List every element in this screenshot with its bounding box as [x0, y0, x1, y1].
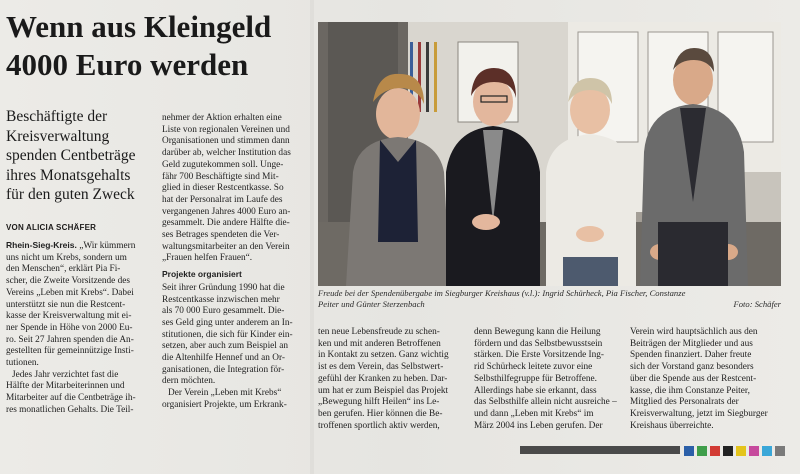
- text-line: ro. Seit 27 Jahren spenden die An-: [6, 334, 134, 345]
- text-line: [6, 240, 156, 253]
- caption-fragment: Peiter und Günter Sterzenbach: [318, 299, 425, 309]
- text-line: um hat er zum Beispiel das Projekt: [318, 385, 449, 396]
- text-line: Restcentkasse inzwischen mehr: [162, 294, 280, 305]
- text-line: Kreisverwaltung, jetzt im Siegburger: [630, 408, 768, 419]
- photo-credit: Foto: Schäfer: [733, 299, 781, 309]
- color-swatch: [710, 446, 720, 456]
- text-line: denn Bewegung kann die Heilung: [474, 327, 601, 337]
- headline-line-1: Wenn aus Kleingeld: [6, 9, 272, 44]
- subhead-line: Kreisverwaltung: [6, 127, 110, 145]
- text-line: darüber ab, welcher Institution das: [162, 148, 291, 159]
- text-line: über die Spende aus der Restcent-: [630, 373, 757, 384]
- dateline: Rhein-Sieg-Kreis.: [6, 240, 77, 250]
- text-line: vergangenen Jahres 4000 Euro an-: [162, 206, 291, 217]
- text-line: ses Geld ging unter anderem an In-: [162, 317, 293, 328]
- text-line: stärken. Die Erste Vorsitzende Ing-: [474, 350, 605, 361]
- text-line: organisiert Projekte, um Erkrank-: [162, 399, 287, 410]
- article-column-5: [630, 327, 780, 432]
- text-line: Mitarbeiter auf die Centbeträge ih-: [6, 393, 136, 404]
- text-line: Beiträgen der Mitglieder und aus: [630, 338, 753, 349]
- headline: [6, 8, 306, 84]
- subhead-line: ihres Monatsgehalts: [6, 166, 131, 184]
- text-line: „Bewegung hilft Heilen“ ins Le-: [318, 397, 440, 408]
- subheadline: [6, 107, 156, 205]
- text-line: als 70 000 Euro gesammelt. Die-: [162, 306, 285, 317]
- article-photo: [318, 22, 781, 286]
- text-line: in Kontakt zu setzen. Ganz wichtig: [318, 350, 449, 361]
- text-line: res monatlichen Gehalts. Die Teil-: [6, 404, 134, 415]
- text-line: die Altenhilfe Hennef und an Or-: [162, 353, 285, 364]
- text-line: waltungsmitarbeiter an den Verein: [162, 241, 290, 252]
- text-line: Liste von regionalen Vereinen und: [162, 124, 290, 135]
- text-line: Organisationen und stimmen dann: [162, 136, 290, 147]
- text-line: unterstützt sie nun die Restcent-: [6, 299, 126, 310]
- text-line: ses Betrages spendeten die Ver-: [162, 230, 280, 241]
- author-byline: VON ALICIA SCHÄFER: [6, 223, 97, 232]
- text-line: glied in dieser Restcentkasse. So: [162, 183, 284, 194]
- text-line: ken und mit anderen Betroffenen: [318, 338, 441, 349]
- text-fragment: „Wir kümmern: [79, 241, 136, 251]
- article-column-4: [474, 327, 624, 432]
- print-registration-bar: [520, 446, 680, 454]
- text-line: gestellten für gemeinnützige Insti-: [6, 346, 134, 357]
- text-line: Der Verein „Leben mit Krebs“: [168, 388, 282, 399]
- text-line: setzen, aber auch zum Beispiel an: [162, 341, 288, 352]
- text-line: Kreishaus überreichte.: [630, 420, 714, 431]
- article-column-3: [318, 327, 468, 432]
- color-swatch: [736, 446, 746, 456]
- print-color-swatches: [684, 446, 785, 456]
- text-line: kasse der Kreisverwaltung mit ei-: [6, 311, 132, 322]
- text-line: Geld zugutekommen soll. Unge-: [162, 159, 284, 170]
- color-swatch: [723, 446, 733, 456]
- text-line: Allerdings habe sie erkannt, dass: [474, 385, 597, 396]
- text-line: troffenen sportlich aktiv werden,: [318, 420, 440, 431]
- text-line: dern möchten.: [162, 376, 216, 387]
- text-line: Hälfte der Mitarbeiterinnen und: [6, 381, 125, 392]
- text-line: Jedes Jahr verzichtet fast die: [12, 369, 119, 380]
- color-swatch: [697, 446, 707, 456]
- article-column-2: [162, 113, 312, 412]
- text-line: den Menschen“, erklärt Pia Fi-: [6, 264, 121, 275]
- text-line: tutionen.: [6, 358, 39, 369]
- text-line: sich der Vorstand ganz besonders: [630, 362, 754, 373]
- text-line: ben gerufen. Hier können die Be-: [318, 408, 443, 419]
- text-line: Spenden finanziert. Daher freute: [630, 350, 752, 361]
- text-line: das Selbsthilfe allein nicht ausreiche –: [474, 397, 617, 408]
- subhead-line: für den guten Zweck: [6, 186, 135, 203]
- text-line: hat der Personalrat im Laufe des: [162, 194, 283, 205]
- text-line: ist es dem Verein, das Selbstwert-: [318, 362, 444, 373]
- text-line: Seit ihrer Gründung 1990 hat die: [162, 282, 285, 293]
- text-line: ten neue Lebensfreude zu schen-: [318, 327, 440, 337]
- caption-line: Freude bei der Spendenübergabe im Siegburger Kreishaus (v.l.): Ingrid Schürheck, Pia Fischer, Constanze: [318, 288, 686, 298]
- section-subtitle: Projekte organisiert: [162, 269, 242, 280]
- photo-caption: [318, 288, 781, 310]
- text-line: nehmer der Aktion erhalten eine: [162, 113, 282, 123]
- subhead-line: spenden Centbeträge: [6, 147, 136, 164]
- text-line: uns nicht um Krebs, sondern um: [6, 252, 127, 263]
- text-line: rid Schürheck leitete zuvor eine: [474, 362, 593, 373]
- article-column-1: [6, 240, 156, 417]
- text-line: fördern und das Selbstbewusstsein: [474, 338, 603, 349]
- text-line: gefühl der Kranken zu heben. Dar-: [318, 373, 448, 384]
- text-line: scher, die Zweite Vorsitzende des: [6, 276, 130, 287]
- headline-line-2: 4000 Euro werden: [6, 47, 249, 82]
- text-line: fähr 700 Beschäftigte sind Mit-: [162, 171, 279, 182]
- subhead-line: Beschäftigte der: [6, 108, 108, 125]
- text-line: gesammelt. Die andere Hälfte die-: [162, 218, 290, 229]
- color-swatch: [775, 446, 785, 456]
- text-line: Vereins „Leben mit Krebs“. Dabei: [6, 287, 134, 298]
- caption-line: [318, 299, 781, 310]
- text-line: Selbsthilfegruppe für Betroffene.: [474, 373, 597, 384]
- text-line: stitutionen, die sich für Kinder ein-: [162, 329, 293, 340]
- text-line: kasse, die ihm Constanze Peiter,: [630, 385, 750, 396]
- color-swatch: [762, 446, 772, 456]
- text-line: Verein wird hauptsächlich aus den: [630, 327, 758, 337]
- text-line: „Frauen helfen Frauen“.: [162, 253, 253, 264]
- text-line: und dann „Leben mit Krebs“ im: [474, 408, 594, 419]
- text-line: ganisationen, die Integration för-: [162, 364, 285, 375]
- text-line: ner Spende in Höhe von 2000 Eu-: [6, 322, 133, 333]
- color-swatch: [684, 446, 694, 456]
- color-swatch: [749, 446, 759, 456]
- photo-illustration: [318, 22, 781, 286]
- text-line: März 2004 ins Leben gerufen. Der: [474, 420, 603, 431]
- text-line: Mitglied des Personalrats der: [630, 397, 739, 408]
